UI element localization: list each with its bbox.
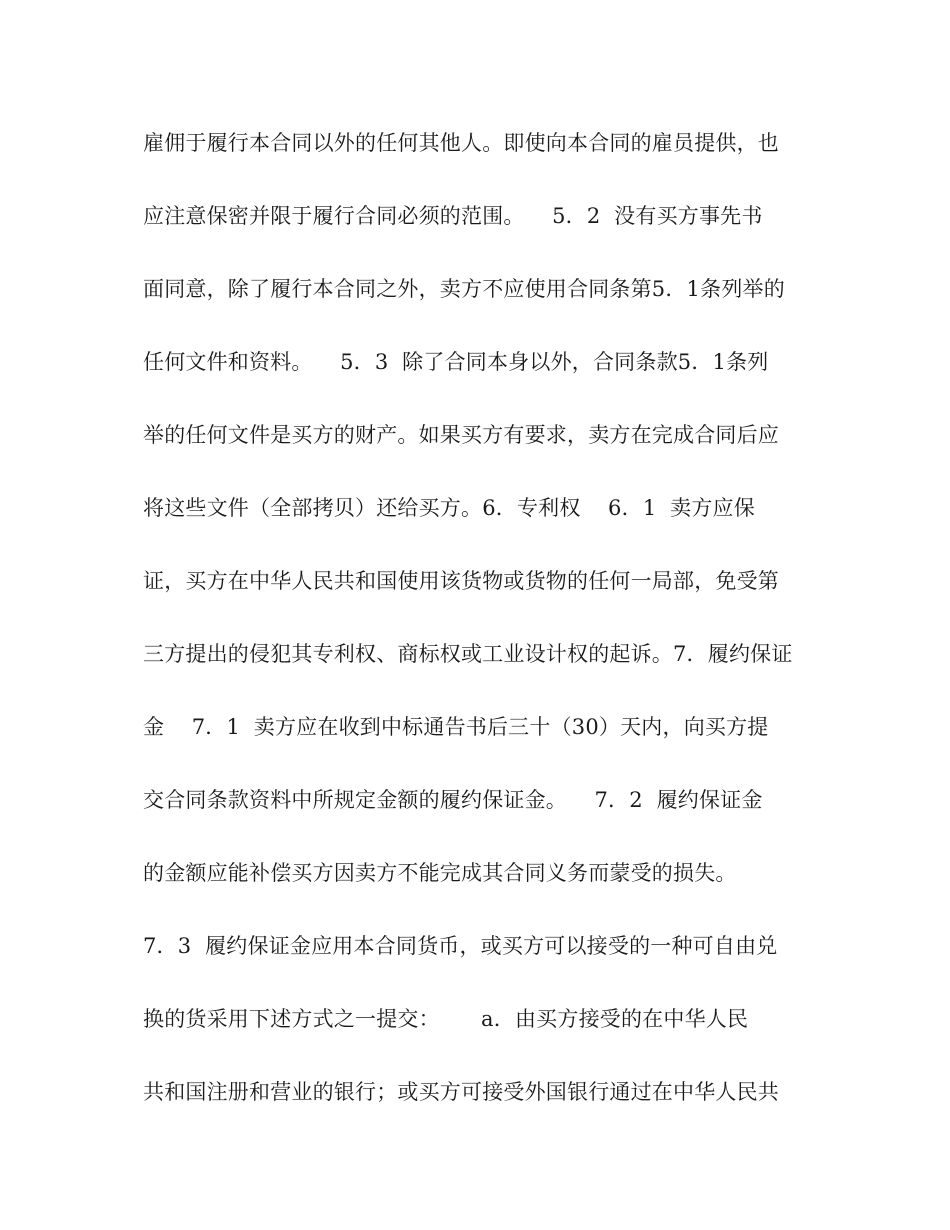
text-line: 任何文件和资料。 5．3 除了合同本身以外，合同条款5．1条列 <box>143 350 769 374</box>
text-line: 交合同条款资料中所规定金额的履约保证金。 7．2 履约保证金 <box>143 788 763 812</box>
text-line: 7．3 履约保证金应用本合同货币，或买方可以接受的一种可自由兑 <box>143 934 778 958</box>
text-line: 雇佣于履行本合同以外的任何其他人。即使向本合同的雇员提供，也 <box>143 131 779 155</box>
text-line: 应注意保密并限于履行合同必须的范围。 5．2 没有买方事先书 <box>143 204 763 228</box>
text-line: 举的任何文件是买方的财产。如果买方有要求，卖方在完成合同后应 <box>143 423 779 447</box>
text-line: 将这些文件（全部拷贝）还给买方。6．专利权 6．1 卖方应保 <box>143 496 755 520</box>
text-line: 的金额应能补偿买方因卖方不能完成其合同义务而蒙受的损失。 <box>143 861 737 885</box>
body-text <box>143 125 823 1147</box>
text-line: 面同意，除了履行本合同之外，卖方不应使用合同条第5．1条列举的 <box>143 277 785 301</box>
text-line: 共和国注册和营业的银行；或买方可接受外国银行通过在中华人民共 <box>143 1080 779 1104</box>
text-line: 三方提出的侵犯其专利权、商标权或工业设计权的起诉。7．履约保证 <box>143 642 793 666</box>
text-line: 证，买方在中华人民共和国使用该货物或货物的任何一局部，免受第 <box>143 569 779 593</box>
text-line: 换的货采用下述方式之一提交： a．由买方接受的在中华人民 <box>143 1007 749 1031</box>
text-line: 金 7．1 卖方应在收到中标通告书后三十（30）天内，向买方提 <box>143 715 769 739</box>
